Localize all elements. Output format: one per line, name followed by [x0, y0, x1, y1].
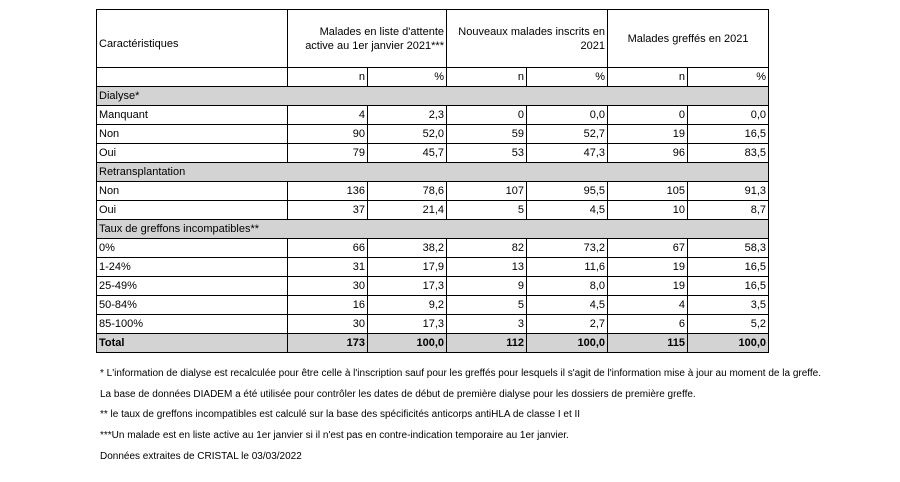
table-row: [97, 258, 769, 277]
section-title: Taux de greffons incompatibles**: [97, 220, 769, 239]
row-value: 78,6: [368, 182, 447, 201]
row-value: 16,5: [688, 277, 769, 296]
new-patients-column-header: Nouveaux malades inscrits en 2021: [447, 10, 608, 68]
row-label: Non: [97, 125, 288, 144]
footnote: ** le taux de greffons incompatibles est calculé sur la base des spécificités anticorps antiHLA de classe I et II: [100, 409, 581, 421]
footnotes: [100, 364, 821, 467]
row-value: 11,6: [527, 258, 608, 277]
subheader-n: n: [608, 68, 688, 87]
subheader-n: n: [288, 68, 368, 87]
subheader-pct: %: [527, 68, 608, 87]
waitlist-column-header: Malades en liste d'attente active au 1er janvier 2021***: [288, 10, 447, 68]
row-value: 136: [288, 182, 368, 201]
row-value: 73,2: [527, 239, 608, 258]
row-value: 2,7: [527, 315, 608, 334]
total-value: 112: [447, 334, 527, 353]
footnote: Données extraites de CRISTAL le 03/03/2022: [100, 450, 302, 462]
row-label: 50-84%: [97, 296, 288, 315]
row-value: 13: [447, 258, 527, 277]
subheader-blank: [97, 68, 288, 87]
table-row: [97, 144, 769, 163]
row-value: 4: [608, 296, 688, 315]
row-label: Oui: [97, 201, 288, 220]
row-value: 67: [608, 239, 688, 258]
section-row: [97, 87, 769, 106]
row-value: 17,9: [368, 258, 447, 277]
row-value: 17,3: [368, 315, 447, 334]
row-value: 9: [447, 277, 527, 296]
row-value: 0: [447, 106, 527, 125]
total-value: 100,0: [368, 334, 447, 353]
row-value: 38,2: [368, 239, 447, 258]
total-value: 115: [608, 334, 688, 353]
row-value: 45,7: [368, 144, 447, 163]
row-value: 96: [608, 144, 688, 163]
grafted-column-header: Malades greffés en 2021: [608, 10, 769, 68]
footnote: La base de données DIADEM a été utilisée pour contrôler les dates de début de première dialyse pour les dossiers de première greffe.: [100, 388, 696, 400]
row-value: 82: [447, 239, 527, 258]
row-value: 5: [447, 201, 527, 220]
row-value: 3: [447, 315, 527, 334]
header-row: [97, 10, 769, 68]
table-row: [97, 106, 769, 125]
row-value: 16,5: [688, 125, 769, 144]
row-value: 91,3: [688, 182, 769, 201]
footnote: ***Un malade est en liste active au 1er janvier si il n'est pas en contre-indication temporaire au 1er janvier.: [100, 430, 569, 442]
total-value: 100,0: [688, 334, 769, 353]
table-row: [97, 125, 769, 144]
row-value: 8,0: [527, 277, 608, 296]
row-value: 59: [447, 125, 527, 144]
section-title: Dialyse*: [97, 87, 769, 106]
row-value: 52,7: [527, 125, 608, 144]
row-value: 30: [288, 277, 368, 296]
total-value: 173: [288, 334, 368, 353]
row-value: 4: [288, 106, 368, 125]
total-row: [97, 334, 769, 353]
row-value: 58,3: [688, 239, 769, 258]
row-value: 66: [288, 239, 368, 258]
row-label: Oui: [97, 144, 288, 163]
row-label: 0%: [97, 239, 288, 258]
section-title: Retransplantation: [97, 163, 769, 182]
row-value: 83,5: [688, 144, 769, 163]
table-row: [97, 182, 769, 201]
row-value: 31: [288, 258, 368, 277]
row-value: 16: [288, 296, 368, 315]
subheader-row: [97, 68, 769, 87]
subheader-pct: %: [368, 68, 447, 87]
row-value: 79: [288, 144, 368, 163]
row-value: 6: [608, 315, 688, 334]
row-value: 16,5: [688, 258, 769, 277]
footnote: * L'information de dialyse est recalculée pour être celle à l'inscription sauf pour les greffés pour lesquels il s'agit de l'information mise à jour au moment de la greffe.: [100, 368, 821, 379]
section-row: [97, 163, 769, 182]
row-value: 90: [288, 125, 368, 144]
total-label: Total: [97, 334, 288, 353]
row-value: 8,7: [688, 201, 769, 220]
row-value: 19: [608, 125, 688, 144]
row-value: 0: [608, 106, 688, 125]
row-value: 30: [288, 315, 368, 334]
table-row: [97, 277, 769, 296]
row-value: 9,2: [368, 296, 447, 315]
row-value: 53: [447, 144, 527, 163]
row-label: 1-24%: [97, 258, 288, 277]
row-value: 52,0: [368, 125, 447, 144]
row-label: Manquant: [97, 106, 288, 125]
row-value: 95,5: [527, 182, 608, 201]
row-value: 47,3: [527, 144, 608, 163]
row-label: 25-49%: [97, 277, 288, 296]
table-row: [97, 296, 769, 315]
row-value: 4,5: [527, 201, 608, 220]
row-value: 21,4: [368, 201, 447, 220]
row-value: 107: [447, 182, 527, 201]
row-value: 4,5: [527, 296, 608, 315]
row-value: 2,3: [368, 106, 447, 125]
row-value: 0,0: [527, 106, 608, 125]
row-value: 10: [608, 201, 688, 220]
table-row: [97, 201, 769, 220]
subheader-n: n: [447, 68, 527, 87]
row-value: 5: [447, 296, 527, 315]
row-label: Non: [97, 182, 288, 201]
subheader-pct: %: [688, 68, 769, 87]
total-value: 100,0: [527, 334, 608, 353]
table-row: [97, 239, 769, 258]
section-row: [97, 220, 769, 239]
characteristics-header: Caractéristiques: [97, 10, 288, 68]
row-label: 85-100%: [97, 315, 288, 334]
row-value: 19: [608, 258, 688, 277]
table-row: [97, 315, 769, 334]
row-value: 37: [288, 201, 368, 220]
statistics-table: [96, 9, 769, 353]
row-value: 5,2: [688, 315, 769, 334]
row-value: 0,0: [688, 106, 769, 125]
row-value: 3,5: [688, 296, 769, 315]
row-value: 105: [608, 182, 688, 201]
row-value: 19: [608, 277, 688, 296]
row-value: 17,3: [368, 277, 447, 296]
